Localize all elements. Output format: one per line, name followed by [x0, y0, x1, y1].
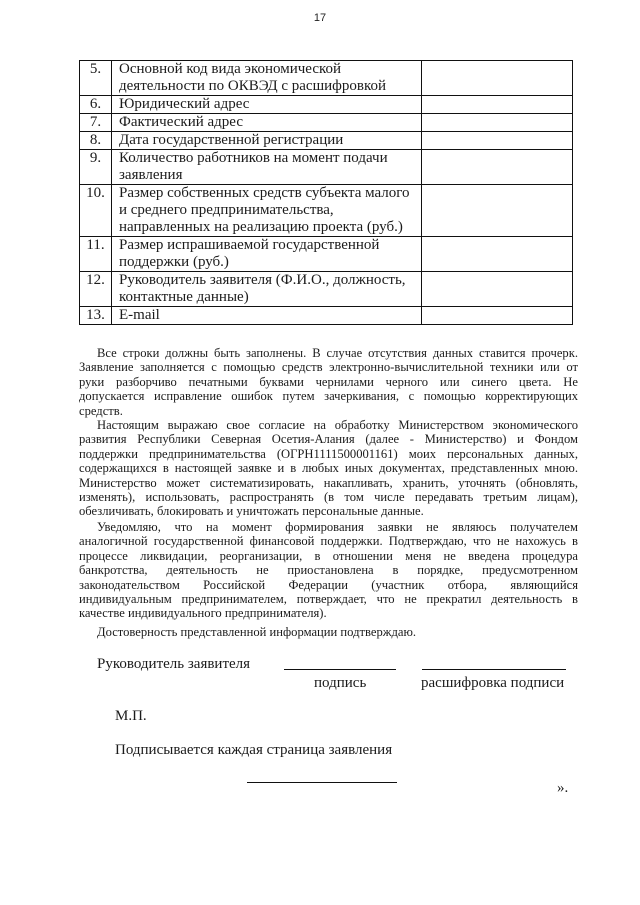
row-number: 7. — [80, 114, 112, 132]
table-row — [80, 150, 573, 185]
notice-paragraph — [79, 520, 578, 621]
row-label-line: Фактический адрес — [119, 114, 243, 130]
paragraph-line: Настоящим выражаю свое согласие на обработку Министерством экономического — [97, 418, 578, 433]
bottom-signature-line — [247, 782, 397, 783]
table-row — [80, 272, 573, 307]
row-label-line: и среднего предпринимательства, — [119, 202, 334, 218]
row-label-line: Количество работников на момент подачи — [119, 150, 388, 166]
paragraph-line: средств. — [79, 403, 123, 418]
confirmation-paragraph — [79, 625, 578, 639]
table-row — [80, 237, 573, 272]
paragraph-line: аналогичной государственной финансовой поддержки. Подтверждаю, что не нахожусь в — [79, 534, 578, 549]
paragraph-line: Достоверность представленной информации подтверждаю. — [97, 624, 417, 639]
table-row — [80, 114, 573, 132]
table-row — [80, 132, 573, 150]
paragraph-line: качестве индивидуального предпринимателя). — [79, 606, 327, 621]
paragraph-line: индивидуальным предпринимателем, потверждает, что не прекратил деятельность в — [79, 591, 578, 606]
paragraph-line: обезличивать, блокировать и уничтожать персональные данные. — [79, 504, 424, 519]
paragraph-line: Заявление заполняется с помощью средств электронно-вычислительной техники или от — [79, 360, 578, 375]
body-text — [79, 346, 578, 639]
head-of-applicant-label: Руководитель заявителя — [97, 656, 251, 672]
row-value-cell — [422, 237, 573, 272]
row-label — [112, 307, 422, 325]
application-table — [79, 60, 573, 325]
row-number: 13. — [80, 307, 112, 325]
row-value-cell — [422, 185, 573, 237]
row-value-cell — [422, 272, 573, 307]
row-number: 6. — [80, 96, 112, 114]
table-row — [80, 96, 573, 114]
paragraph-line: банкротства, деятельность не приостановлена в порядке, предусмотренном — [79, 563, 578, 578]
row-label-line: Основной код вида экономической — [119, 61, 342, 77]
paragraph-line: руки разборчиво печатными буквами чернилами черного или синего цвета. Не — [79, 374, 578, 389]
row-label — [112, 237, 422, 272]
table-row — [80, 61, 573, 96]
row-label-line: поддержки (руб.) — [119, 254, 229, 270]
row-number: 10. — [80, 185, 112, 237]
row-label-line: контактные данные) — [119, 289, 249, 305]
row-label — [112, 272, 422, 307]
row-label-line: Руководитель заявителя (Ф.И.О., должность, — [119, 272, 406, 288]
row-label — [112, 132, 422, 150]
row-label — [112, 185, 422, 237]
stamp-place-label: М.П. — [115, 708, 147, 724]
paragraph-line: законодательством Российской Федерации (участник отбора, являющийся — [79, 577, 578, 592]
signature-decode-caption: расшифровка подписи — [421, 675, 565, 691]
paragraph-line: Все строки должны быть заполнены. В случае отсутствия данных ставится прочерк. — [97, 346, 578, 360]
row-value-cell — [422, 61, 573, 96]
closing-quote: ». — [557, 780, 569, 796]
every-page-signed-note: Подписывается каждая страница заявления — [115, 742, 393, 758]
paragraph-line: допускается исправление ошибок путем зачеркивания, с помощью корректирующих — [79, 389, 578, 404]
row-label — [112, 61, 422, 96]
row-label-line: деятельности по ОКВЭД с расшифровкой — [119, 78, 387, 94]
row-value-cell — [422, 132, 573, 150]
row-label-line: Размер собственных средств субъекта малого — [119, 185, 410, 201]
page-number: 17 — [313, 12, 327, 24]
row-number: 12. — [80, 272, 112, 307]
paragraph-line: развития Республики Северная Осетия-Алания (далее - Министерство) и Фондом — [79, 432, 578, 447]
row-label-line: Юридический адрес — [119, 96, 250, 112]
row-value-cell — [422, 96, 573, 114]
row-number: 8. — [80, 132, 112, 150]
signature-caption: подпись — [314, 675, 367, 691]
table-body — [80, 61, 573, 325]
row-value-cell — [422, 307, 573, 325]
table-row — [80, 307, 573, 325]
paragraph-line: содержащихся в настоящей заявке и в любых иных документах, представленных мною. — [79, 461, 578, 476]
consent-paragraph — [79, 418, 578, 519]
row-label-line: Дата государственной регистрации — [119, 132, 344, 148]
paragraph-line: Уведомляю, что на момент формирования заявки не являюсь получателем — [97, 519, 578, 534]
instructions-paragraph — [79, 346, 578, 418]
signature-line — [284, 669, 396, 670]
row-label-line: заявления — [119, 167, 183, 183]
row-number: 11. — [80, 237, 112, 272]
row-label — [112, 114, 422, 132]
paragraph-line: поддержки предпринимательства (ОГРН1111500001161) моих персональных данных, — [79, 446, 578, 461]
row-label-line: E-mail — [119, 307, 160, 323]
row-value-cell — [422, 114, 573, 132]
row-number: 9. — [80, 150, 112, 185]
table-row — [80, 185, 573, 237]
signature-decode-line — [422, 669, 566, 670]
paragraph-line: изменять), использовать, распространять (в том числе передавать третьим лицам), — [79, 490, 578, 505]
row-label-line: направленных на реализацию проекта (руб.) — [119, 219, 403, 235]
row-label-line: Размер испрашиваемой государственной — [119, 237, 380, 253]
row-label — [112, 96, 422, 114]
paragraph-line: Министерство может систематизировать, накапливать, хранить, уточнять (обновлять, — [79, 475, 578, 490]
row-number: 5. — [80, 61, 112, 96]
row-label — [112, 150, 422, 185]
paragraph-line: процессе ликвидации, реорганизации, в отношении меня не введена процедура — [79, 548, 578, 563]
row-value-cell — [422, 150, 573, 185]
